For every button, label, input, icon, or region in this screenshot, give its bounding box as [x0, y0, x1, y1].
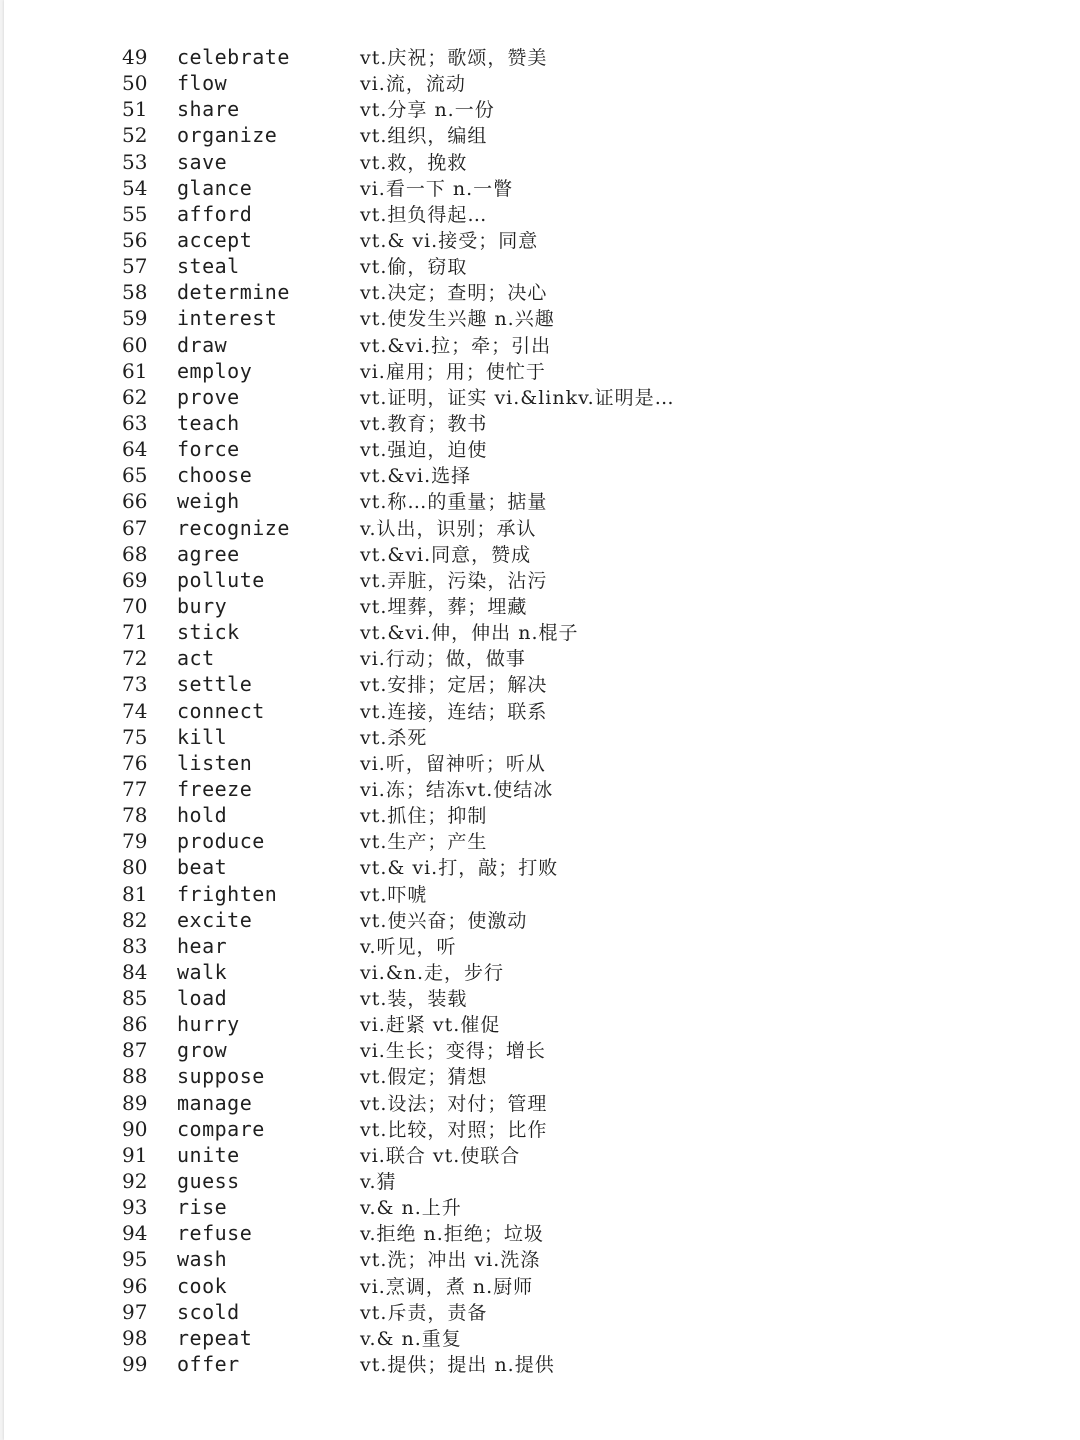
entry-number: 75 — [122, 724, 148, 749]
entry-definition: v.认出，识别；承认 — [360, 517, 537, 540]
entry-word: grow — [177, 1038, 228, 1063]
entry-definition: vt.斥责，责备 — [360, 1301, 488, 1324]
entry-number: 90 — [122, 1116, 148, 1141]
entry-number: 79 — [122, 829, 148, 854]
entry-definition: v.& n.上升 — [360, 1197, 462, 1220]
entry-word: offer — [177, 1352, 240, 1377]
entry-word: share — [177, 97, 240, 122]
entry-number: 96 — [122, 1273, 148, 1298]
entry-word: hear — [177, 933, 228, 958]
entry-word: force — [177, 437, 240, 462]
entry-definition: v.拒绝 n.拒绝；垃圾 — [360, 1223, 544, 1246]
vocab-row — [122, 305, 675, 331]
entry-word: hurry — [177, 1012, 240, 1037]
entry-number: 70 — [122, 593, 148, 618]
entry-word: compare — [177, 1116, 265, 1141]
entry-word: accept — [177, 227, 253, 252]
entry-word: freeze — [177, 776, 253, 801]
vocab-row — [122, 724, 675, 750]
vocab-row — [122, 279, 675, 305]
vocab-row — [122, 1011, 675, 1037]
entry-word: scold — [177, 1299, 240, 1324]
entry-word: employ — [177, 358, 253, 383]
entry-number: 68 — [122, 541, 148, 566]
entry-definition: vt.设法；对付；管理 — [360, 1092, 548, 1115]
vocab-row — [122, 384, 675, 410]
entry-number: 91 — [122, 1142, 148, 1167]
entry-definition: vt.比较，对照；比作 — [360, 1118, 548, 1141]
entry-number: 82 — [122, 907, 148, 932]
vocab-row — [122, 567, 675, 593]
entry-definition: vi.行动；做，做事 — [360, 648, 526, 671]
vocab-row — [122, 698, 675, 724]
entry-definition: vt.证明，证实 vi.&linkv.证明是… — [360, 386, 675, 409]
entry-word: choose — [177, 463, 253, 488]
entry-word: cook — [177, 1273, 228, 1298]
entry-number: 80 — [122, 855, 148, 880]
entry-number: 83 — [122, 933, 148, 958]
entry-number: 87 — [122, 1038, 148, 1063]
entry-definition: vt.决定；查明；决心 — [360, 282, 548, 305]
entry-word: produce — [177, 829, 265, 854]
entry-word: excite — [177, 907, 253, 932]
entry-definition: vi.看一下 n.一瞥 — [360, 177, 514, 200]
entry-definition: vi.冻；结冻vt.使结冰 — [360, 778, 554, 801]
entry-definition: vt.& vi.接受；同意 — [360, 229, 539, 252]
vocab-row — [122, 122, 675, 148]
vocab-row — [122, 593, 675, 619]
entry-number: 56 — [122, 227, 148, 252]
entry-number: 84 — [122, 959, 148, 984]
entry-number: 98 — [122, 1325, 148, 1350]
entry-number: 94 — [122, 1221, 148, 1246]
vocab-row — [122, 332, 675, 358]
vocab-row — [122, 1090, 675, 1116]
entry-word: recognize — [177, 515, 290, 540]
vocab-row — [122, 959, 675, 985]
vocab-row — [122, 1194, 675, 1220]
entry-number: 99 — [122, 1352, 148, 1377]
entry-definition: vi.联合 vt.使联合 — [360, 1144, 521, 1167]
entry-definition: vt.担负得起… — [360, 203, 488, 226]
vocab-row — [122, 1037, 675, 1063]
entry-number: 57 — [122, 254, 148, 279]
entry-word: suppose — [177, 1064, 265, 1089]
entry-number: 51 — [122, 97, 148, 122]
entry-number: 88 — [122, 1064, 148, 1089]
entry-definition: vt.强迫，迫使 — [360, 439, 488, 462]
entry-word: listen — [177, 750, 253, 775]
entry-number: 58 — [122, 280, 148, 305]
entry-word: unite — [177, 1142, 240, 1167]
entry-word: teach — [177, 410, 240, 435]
entry-number: 65 — [122, 463, 148, 488]
entry-definition: vt.连接，连结；联系 — [360, 700, 548, 723]
entry-definition: vi.生长；变得；增长 — [360, 1040, 546, 1063]
entry-number: 54 — [122, 175, 148, 200]
entry-number: 64 — [122, 437, 148, 462]
document-page — [4, 0, 1080, 1440]
entry-definition: vi.烹调，煮 n.厨师 — [360, 1275, 534, 1298]
entry-number: 69 — [122, 567, 148, 592]
entry-number: 49 — [122, 45, 148, 69]
entry-word: guess — [177, 1169, 240, 1194]
entry-word: act — [177, 646, 215, 671]
vocab-row — [122, 619, 675, 645]
entry-word: afford — [177, 201, 253, 226]
entry-definition: vt.假定；猜想 — [360, 1066, 488, 1089]
entry-word: interest — [177, 306, 278, 331]
entry-definition: vt.组织，编组 — [360, 125, 488, 148]
entry-word: flow — [177, 71, 228, 96]
entry-number: 67 — [122, 515, 148, 540]
entry-number: 81 — [122, 881, 148, 906]
entry-definition: vt.称…的重量；掂量 — [360, 491, 548, 514]
entry-definition: vt.& vi.打，敲；打败 — [360, 857, 559, 880]
entry-definition: vt.杀死 — [360, 726, 428, 749]
entry-definition: vt.庆祝；歌颂，赞美 — [360, 47, 548, 69]
entry-definition: vt.分享 n.一份 — [360, 99, 495, 122]
vocab-row — [122, 70, 675, 96]
entry-number: 89 — [122, 1090, 148, 1115]
entry-word: beat — [177, 855, 228, 880]
entry-number: 92 — [122, 1169, 148, 1194]
entry-number: 55 — [122, 201, 148, 226]
entry-number: 66 — [122, 489, 148, 514]
entry-definition: vt.安排；定居；解决 — [360, 674, 548, 697]
entry-word: celebrate — [177, 45, 290, 69]
entry-word: kill — [177, 724, 228, 749]
vocab-row — [122, 488, 675, 514]
vocab-row — [122, 645, 675, 671]
entry-word: prove — [177, 384, 240, 409]
entry-definition: v.听见，听 — [360, 935, 457, 958]
entry-definition: vt.使发生兴趣 n.兴趣 — [360, 308, 555, 331]
vocab-row — [122, 1116, 675, 1142]
vocab-row — [122, 1299, 675, 1325]
vocab-row — [122, 96, 675, 122]
entry-definition: vi.听，留神听；听从 — [360, 752, 546, 775]
entry-definition: vt.偷，窃取 — [360, 256, 468, 279]
vocab-row — [122, 149, 675, 175]
entry-definition: vt.教育；教书 — [360, 412, 488, 435]
vocab-row — [122, 44, 675, 70]
entry-word: pollute — [177, 567, 265, 592]
entry-word: weigh — [177, 489, 240, 514]
entry-definition: vt.抓住；抑制 — [360, 805, 488, 828]
entry-definition: vt.&vi.选择 — [360, 465, 472, 488]
entry-word: refuse — [177, 1221, 253, 1246]
entry-definition: vi.雇用；用；使忙于 — [360, 360, 546, 383]
vocab-row — [122, 671, 675, 697]
entry-word: hold — [177, 803, 228, 828]
vocab-row — [122, 1063, 675, 1089]
entry-definition: vi.流，流动 — [360, 73, 466, 96]
entry-number: 74 — [122, 698, 148, 723]
entry-word: manage — [177, 1090, 253, 1115]
entry-number: 72 — [122, 646, 148, 671]
entry-word: walk — [177, 959, 228, 984]
entry-number: 62 — [122, 384, 148, 409]
entry-definition: vt.洗；冲出 vi.洗涤 — [360, 1249, 541, 1272]
vocab-row — [122, 358, 675, 384]
entry-word: organize — [177, 123, 278, 148]
vocab-row — [122, 1273, 675, 1299]
entry-number: 76 — [122, 750, 148, 775]
entry-definition: v.猜 — [360, 1171, 397, 1194]
vocabulary-list — [122, 44, 675, 1377]
entry-word: frighten — [177, 881, 278, 906]
vocab-row — [122, 436, 675, 462]
vocab-row — [122, 227, 675, 253]
entry-definition: vt.生产；产生 — [360, 831, 488, 854]
entry-definition: vt.提供；提出 n.提供 — [360, 1354, 555, 1377]
vocab-row — [122, 1220, 675, 1246]
entry-number: 53 — [122, 149, 148, 174]
vocab-row — [122, 776, 675, 802]
entry-word: save — [177, 149, 228, 174]
entry-word: steal — [177, 254, 240, 279]
entry-definition: vt.&vi.拉；牵；引出 — [360, 334, 552, 357]
vocab-row — [122, 854, 675, 880]
entry-number: 73 — [122, 672, 148, 697]
vocab-row — [122, 985, 675, 1011]
vocab-row — [122, 1168, 675, 1194]
entry-word: determine — [177, 280, 290, 305]
entry-definition: v.& n.重复 — [360, 1327, 462, 1350]
entry-number: 60 — [122, 332, 148, 357]
vocab-row — [122, 828, 675, 854]
vocab-row — [122, 802, 675, 828]
entry-number: 50 — [122, 71, 148, 96]
entry-definition: vt.&vi.伸，伸出 n.棍子 — [360, 622, 579, 645]
vocab-row — [122, 175, 675, 201]
entry-word: bury — [177, 593, 228, 618]
vocab-row — [122, 933, 675, 959]
vocab-row — [122, 201, 675, 227]
entry-definition: vt.使兴奋；使激动 — [360, 909, 528, 932]
entry-definition: vt.装，装载 — [360, 988, 468, 1011]
entry-definition: vt.吓唬 — [360, 883, 428, 906]
vocab-row — [122, 462, 675, 488]
vocab-row — [122, 1246, 675, 1272]
vocab-row — [122, 1142, 675, 1168]
vocab-row — [122, 410, 675, 436]
vocab-row — [122, 1325, 675, 1351]
vocab-row — [122, 750, 675, 776]
vocab-row — [122, 907, 675, 933]
entry-word: connect — [177, 698, 265, 723]
entry-number: 78 — [122, 803, 148, 828]
entry-number: 61 — [122, 358, 148, 383]
entry-number: 63 — [122, 410, 148, 435]
vocab-row — [122, 881, 675, 907]
vocab-row — [122, 515, 675, 541]
entry-number: 52 — [122, 123, 148, 148]
entry-number: 85 — [122, 986, 148, 1011]
vocab-row — [122, 541, 675, 567]
entry-word: stick — [177, 620, 240, 645]
entry-number: 95 — [122, 1247, 148, 1272]
entry-number: 59 — [122, 306, 148, 331]
entry-word: agree — [177, 541, 240, 566]
entry-number: 97 — [122, 1299, 148, 1324]
entry-word: rise — [177, 1195, 228, 1220]
entry-definition: vt.&vi.同意，赞成 — [360, 543, 532, 566]
entry-word: settle — [177, 672, 253, 697]
entry-number: 86 — [122, 1012, 148, 1037]
entry-word: glance — [177, 175, 253, 200]
entry-number: 77 — [122, 776, 148, 801]
entry-word: repeat — [177, 1325, 253, 1350]
entry-definition: vi.赶紧 vt.催促 — [360, 1014, 501, 1037]
entry-word: draw — [177, 332, 228, 357]
vocab-row — [122, 1351, 675, 1377]
entry-word: wash — [177, 1247, 228, 1272]
entry-number: 93 — [122, 1195, 148, 1220]
entry-word: load — [177, 986, 228, 1011]
vocab-row — [122, 253, 675, 279]
entry-definition: vi.&n.走，步行 — [360, 961, 505, 984]
entry-definition: vt.埋葬，葬；埋藏 — [360, 595, 528, 618]
entry-definition: vt.弄脏，污染，沾污 — [360, 569, 548, 592]
entry-definition: vt.救，挽救 — [360, 151, 468, 174]
entry-number: 71 — [122, 620, 148, 645]
